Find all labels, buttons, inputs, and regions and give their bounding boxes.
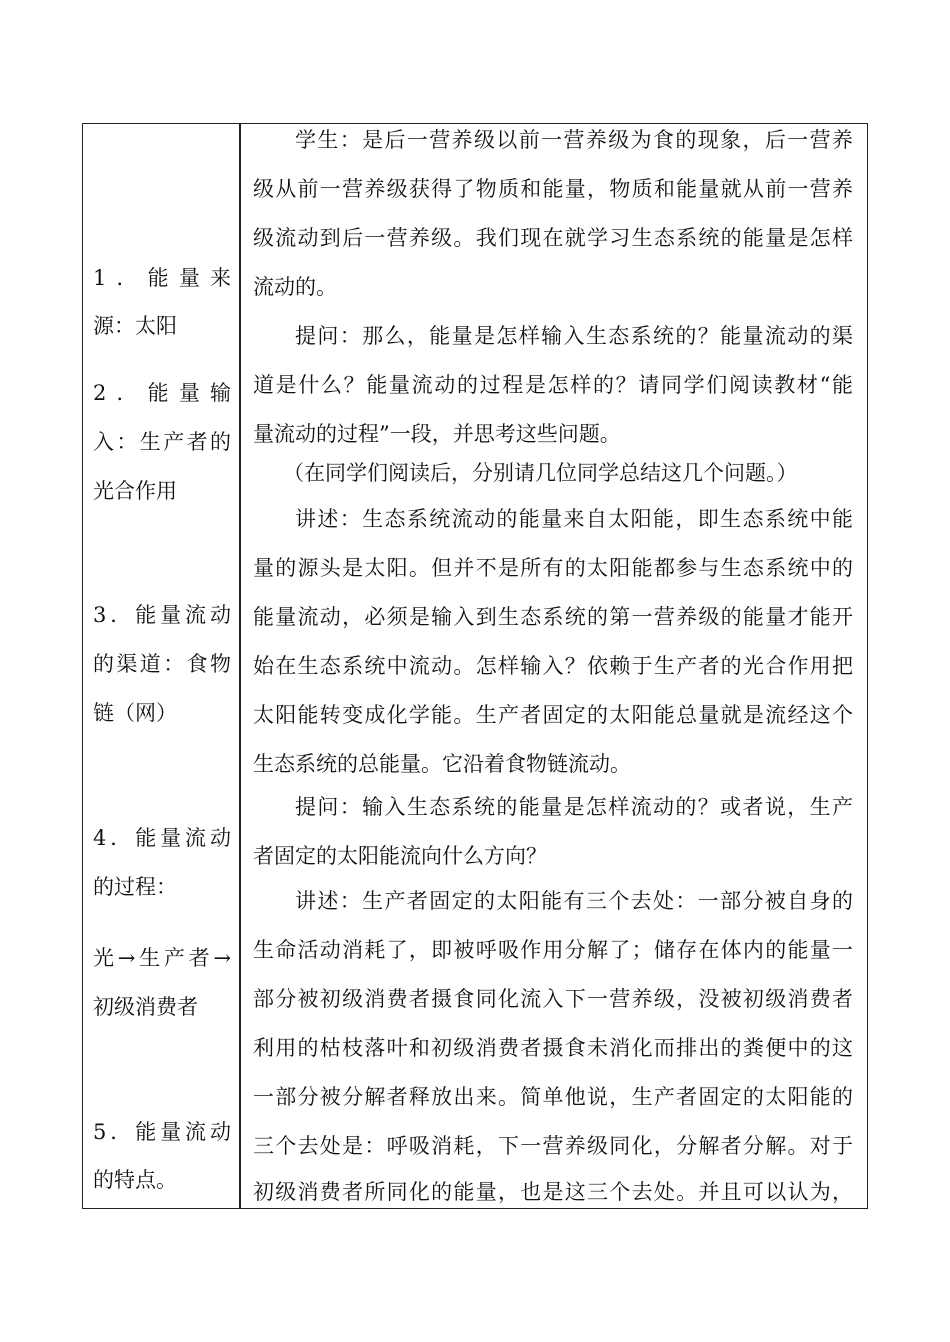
paragraph-line: 部分被初级消费者摄食同化流入下一营养级，没被初级消费者 xyxy=(253,987,853,1011)
paragraph-line: 讲述：生态系统流动的能量来自太阳能，即生态系统中能 xyxy=(295,507,853,531)
outline-line: 3．能量流动 xyxy=(93,603,231,627)
paragraph-line: 初级消费者所同化的能量，也是这三个去处。并且可以认为， xyxy=(253,1180,853,1204)
outline-line: 的渠道：食物 xyxy=(93,652,231,676)
outline-line: 的过程： xyxy=(93,875,177,899)
paragraph-line: 一部分被分解者释放出来。简单他说，生产者固定的太阳能的 xyxy=(253,1085,853,1109)
paragraph-line: 三个去处是：呼吸消耗，下一营养级同化，分解者分解。对于 xyxy=(253,1134,853,1158)
paragraph-line: 利用的枯枝落叶和初级消费者摄食未消化而排出的粪便中的这 xyxy=(253,1036,853,1060)
outline-line: 1．能量来 xyxy=(93,266,231,290)
paragraph-line: 量的源头是太阳。但并不是所有的太阳能都参与生态系统中的 xyxy=(253,556,853,580)
outline-line: 链（网） xyxy=(93,701,177,725)
paragraph-line: 提问：那么，能量是怎样输入生态系统的？能量流动的渠 xyxy=(295,324,853,348)
paragraph-line: 能量流动，必须是输入到生态系统的第一营养级的能量才能开 xyxy=(253,605,853,629)
outline-line: 5．能量流动 xyxy=(93,1120,231,1144)
outline-line: 的特点。 xyxy=(93,1168,177,1192)
paragraph-line: 道是什么？能量流动的过程是怎样的？请同学们阅读教材“能 xyxy=(253,373,853,397)
paragraph-line: 始在生态系统中流动。怎样输入？依赖于生产者的光合作用把 xyxy=(253,654,853,678)
paragraph-line: 提问：输入生态系统的能量是怎样流动的？或者说，生产 xyxy=(295,795,853,819)
paragraph-line: 级流动到后一营养级。我们现在就学习生态系统的能量是怎样 xyxy=(253,226,853,250)
outline-line: 光合作用 xyxy=(93,479,177,503)
outline-line: 4．能量流动 xyxy=(93,826,231,850)
outline-line: 入：生产者的 xyxy=(93,430,231,454)
paragraph-line: 流动的。 xyxy=(253,275,337,299)
outline-line: 光→生产者→ xyxy=(93,946,231,970)
paragraph-line: 太阳能转变成化学能。生产者固定的太阳能总量就是流经这个 xyxy=(253,703,853,727)
outline-line: 初级消费者 xyxy=(93,995,198,1019)
paragraph-line: 讲述：生产者固定的太阳能有三个去处：一部分被自身的 xyxy=(295,889,853,913)
outline-line: 2．能量输 xyxy=(93,381,231,405)
paragraph-line: （在同学们阅读后，分别请几位同学总结这几个问题。） xyxy=(283,461,798,485)
lesson-table xyxy=(82,123,868,1209)
paragraph-line: 级从前一营养级获得了物质和能量，物质和能量就从前一营养 xyxy=(253,177,853,201)
content-column xyxy=(241,124,867,1208)
paragraph-line: 量流动的过程”一段，并思考这些问题。 xyxy=(253,422,621,446)
outline-line: 源：太阳 xyxy=(93,314,177,338)
paragraph-line: 者固定的太阳能流向什么方向？ xyxy=(253,844,547,868)
paragraph-line: 学生：是后一营养级以前一营养级为食的现象，后一营养 xyxy=(295,128,853,152)
outline-column xyxy=(83,124,239,1208)
paragraph-line: 生态系统的总能量。它沿着食物链流动。 xyxy=(253,752,631,776)
paragraph-line: 生命活动消耗了，即被呼吸作用分解了；储存在体内的能量一 xyxy=(253,938,853,962)
